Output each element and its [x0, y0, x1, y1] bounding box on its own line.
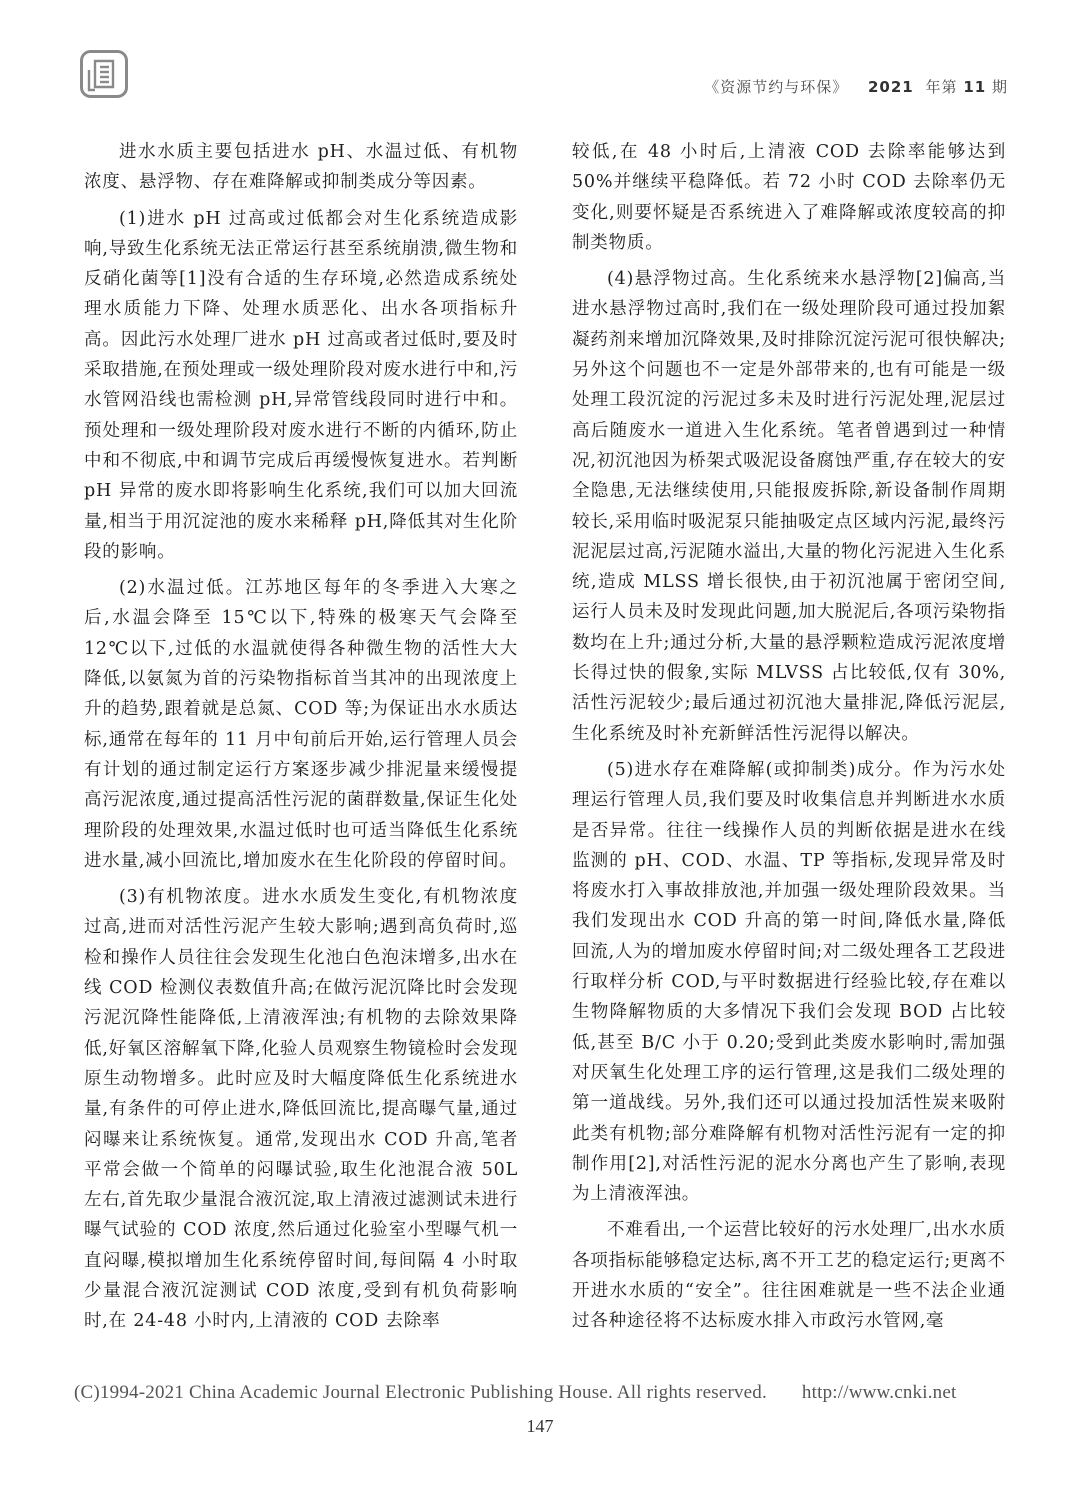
paragraph-refractory-components: (5)进水存在难降解(或抑制类)成分。作为污水处理运行管理人员,我们要及时收集信息并判断进水水质是否异常。往往一线操作人员的判断依据是进水在线监测的 pH、COD、水温、TP 等指标,发现异常及时将废水打入事故排放池,并加强一级处理阶段效果。当我们发现出水 COD 升高的第一时间,降低水量,降低回流,人为的增加废水停留时间;对二级处理各工艺段进行取样分析 COD,与平时数据进行经验比较,存在难以生物降解物质的大多情况下我们会发现 BOD 占比较低,甚至 B/C 小于 0.20;受到此类废水影响时,需加强对厌氧生化处理工序的运行管理,这是我们二级处理的第一道战线。另外,我们还可以通过投加活性炭来吸附此类有机物;部分难降解有机物对活性污泥有一定的抑制作用[2],对活性污泥的泥水分离也产生了影响,表现为上清液浑浊。: [572, 759, 1006, 1205]
left-column: [84, 137, 518, 1343]
copyright-notice: [74, 1382, 1014, 1404]
paragraph-organic-concentration: (3)有机物浓度。进水水质发生变化,有机物浓度过高,进而对活性污泥产生较大影响;遇到高负荷时,巡检和操作人员往往会发现生化池白色泡沫增多,出水在线 COD 检测仪表数值升高;在做污泥沉降比时会发现污泥沉降性能降低,上清液浑浊;有机物的去除效果降低,好氧区溶解氧下降,化验人员观察生物镜检时会发现原生动物增多。此时应及时大幅度降低生化系统进水量,有条件的可停止进水,降低回流比,提高曝气量,通过闷曝来让系统恢复。通常,发现出水 COD 升高,笔者平常会做一个简单的闷曝试验,取生化池混合液 50L 左右,首先取少量混合液沉淀,取上清液过滤测试未进行曝气试验的 COD 浓度,然后通过化验室小型曝气机一直闷曝,模拟增加生化系统停留时间,每间隔 4 小时取少量混合液沉淀测试 COD 浓度,受到有机负荷影响时,在 24-48 小时内,上清液的 COD 去除率: [84, 887, 518, 1332]
document-icon: [80, 50, 128, 98]
paragraph-organic-continued: 较低,在 48 小时后,上清液 COD 去除率能够达到 50%并继续平稳降低。若 72 小时 COD 去除率仍无变化,则要怀疑是否系统进入了难降解或浓度较高的抑制类物质。: [572, 142, 1006, 253]
copyright-text: (C)1994-2021 China Academic Journal Electronic Publishing House. All rights reserved.: [74, 1382, 767, 1403]
journal-header: [704, 76, 1008, 97]
paragraph-water-temperature: (2)水温过低。江苏地区每年的冬季进入大寒之后,水温会降至 15℃以下,特殊的极寒天气会降至 12℃以下,过低的水温就使得各种微生物的活性大大降低,以氨氮为首的污染物指标首当其冲的出现浓度上升的趋势,跟着就是总氮、COD 等;为保证出水水质达标,通常在每年的 11 月中旬前后开始,运行管理人员会有计划的通过制定运行方案逐步减少排泥量来缓慢提高污泥浓度,通过提高活性污泥的菌群数量,保证生化处理阶段的处理效果,水温过低时也可适当降低生化系统进水量,减小回流比,增加废水在生化阶段的停留时间。: [84, 578, 518, 871]
journal-title: 《资源节约与环保》: [704, 78, 849, 96]
journal-year: 2021: [868, 78, 914, 96]
issue-prefix: 年第: [925, 78, 958, 96]
page-number: 147: [526, 1416, 554, 1436]
paragraph-conclusion: 不难看出,一个运营比较好的污水处理厂,出水水质各项指标能够稳定达标,离不开工艺的稳定运行;更离不开进水水质的“安全”。往往困难就是一些不法企业通过各种途径将不达标废水排入市政污水管网,毫: [572, 1220, 1006, 1332]
paragraph-ph: (1)进水 pH 过高或过低都会对生化系统造成影响,导致生化系统无法正常运行甚至系统崩溃,微生物和反硝化菌等[1]没有合适的生存环境,必然造成系统处理水质能力下降、处理水质恶化、出水各项指标升高。因此污水处理厂进水 pH 过高或者过低时,要及时采取措施,在预处理或一级处理阶段对废水进行中和,污水管网沿线也需检测 pH,异常管线段同时进行中和。预处理和一级处理阶段对废水进行不断的内循环,防止中和不彻底,中和调节完成后再缓慢恢复进水。若判断 pH 异常的废水即将影响生化系统,我们可以加大回流量,相当于用沉淀池的废水来稀释 pH,降低其对生化阶段的影响。: [84, 208, 518, 562]
right-column: [572, 137, 1006, 1343]
cnki-link[interactable]: http://www.cnki.net: [801, 1382, 957, 1403]
issue-number: 11: [963, 78, 987, 96]
paragraph-intro: 进水水质主要包括进水 pH、水温过低、有机物浓度、悬浮物、存在难降解或抑制类成分等因素。: [84, 142, 518, 193]
paragraph-suspended-solids: (4)悬浮物过高。生化系统来水悬浮物[2]偏高,当进水悬浮物过高时,我们在一级处理阶段可通过投加絮凝药剂来增加沉降效果,及时排除沉淀污泥可很快解决;另外这个问题也不一定是外部带来的,也有可能是一级处理工段沉淀的污泥过多未及时进行污泥处理,泥层过高后随废水一道进入生化系统。笔者曾遇到过一种情况,初沉池因为桥架式吸泥设备腐蚀严重,存在较大的安全隐患,无法继续使用,只能报废拆除,新设备制作周期较长,采用临时吸泥泵只能抽吸定点区域内污泥,最终污泥泥层过高,污泥随水溢出,大量的物化污泥进入生化系统,造成 MLSS 增长很快,由于初沉池属于密闭空间,运行人员未及时发现此问题,加大脱泥后,各项污染物指数均在上升;通过分析,大量的悬浮颗粒造成污泥浓度增长得过快的假象,实际 MLVSS 占比较低,仅有 30%,活性污泥较少;最后通过初沉池大量排泥,降低污泥层,生化系统及时补充新鲜活性污泥得以解决。: [572, 269, 1006, 744]
issue-suffix: 期: [991, 78, 1008, 96]
